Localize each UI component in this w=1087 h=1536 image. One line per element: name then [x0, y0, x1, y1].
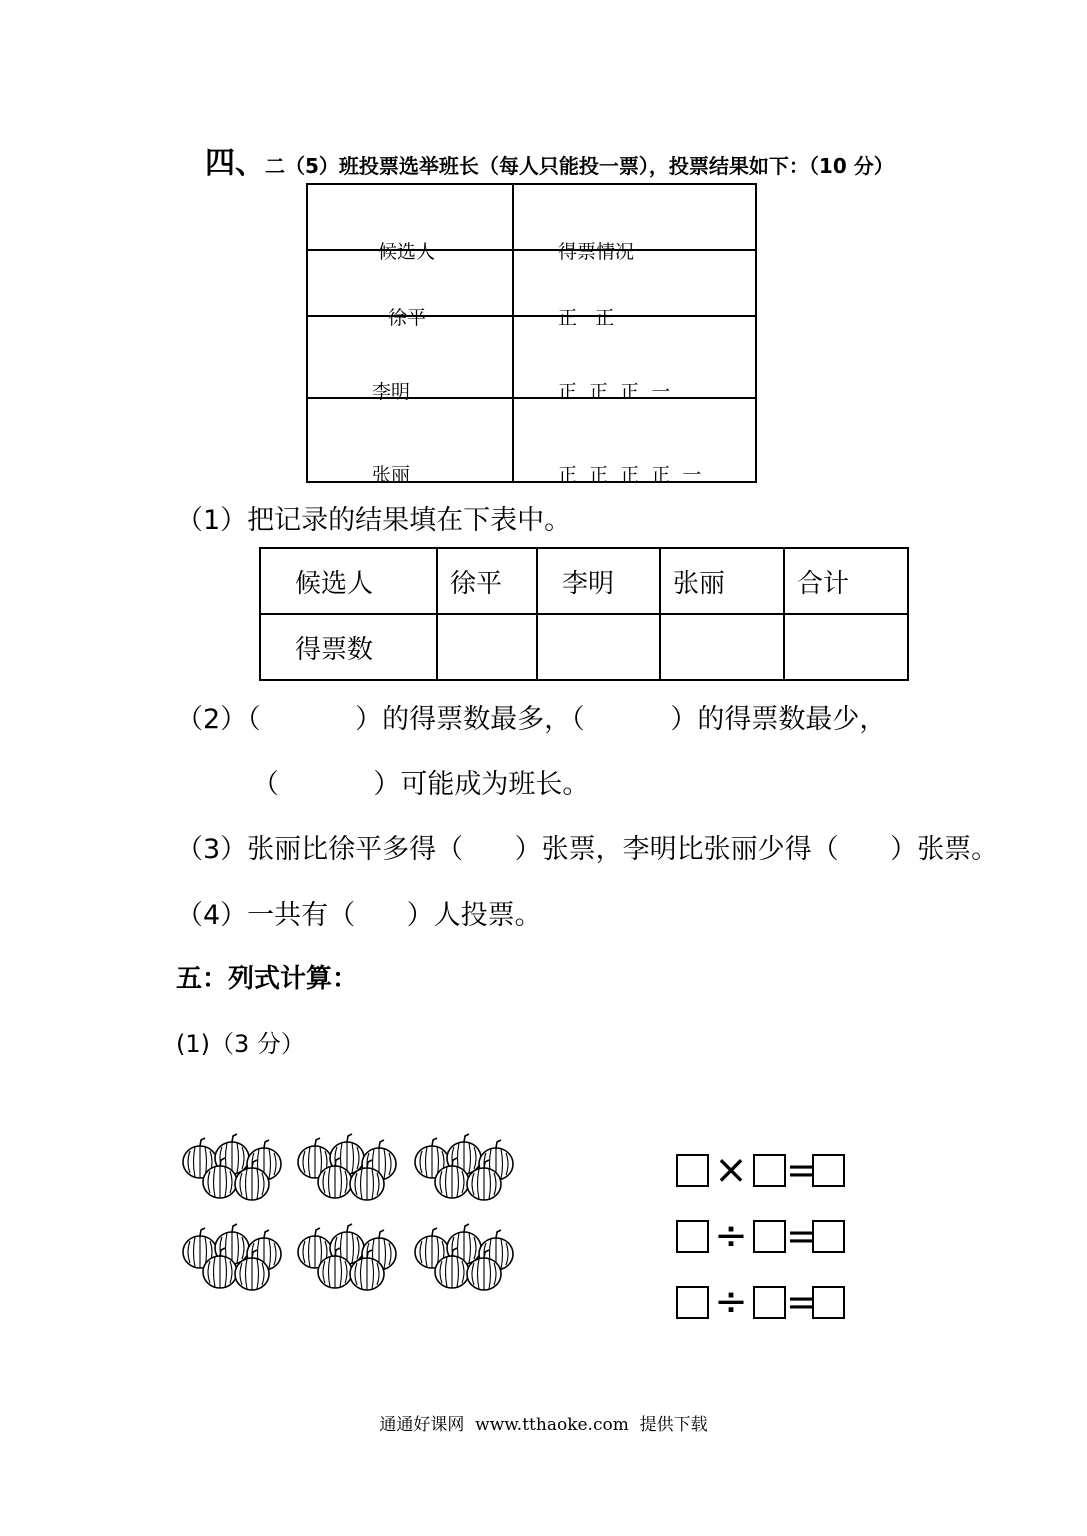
answer-cell-xuping[interactable]: [437, 614, 537, 680]
tally-row-name: 徐平: [307, 250, 513, 316]
tally-table: [306, 183, 757, 486]
answer-box[interactable]: [676, 1220, 709, 1253]
equation-divide-1: [676, 1213, 845, 1259]
answer-box[interactable]: [753, 1220, 786, 1253]
watermelon-group: [183, 1224, 281, 1290]
answer-cell-liming[interactable]: [537, 614, 660, 680]
result-header-xuping: 徐平: [437, 548, 537, 614]
multiply-sign: ×: [714, 1147, 748, 1193]
answer-box[interactable]: [753, 1154, 786, 1187]
watermelon-group: [183, 1134, 281, 1200]
section-4-text: 二（5）班投票选举班长（每人只能投一票），投票结果如下：（10 分）: [265, 154, 894, 178]
answer-box[interactable]: [676, 1286, 709, 1319]
answer-box[interactable]: [812, 1154, 845, 1187]
result-header-zhangli: 张丽: [660, 548, 784, 614]
watermelon-group: [415, 1134, 513, 1200]
equals-sign: =: [786, 1214, 818, 1258]
result-header-candidate: 候选人: [260, 548, 437, 614]
result-table: [259, 547, 909, 681]
watermelon-groups-illustration: [180, 1130, 525, 1310]
question-3: （3）张丽比徐平多得（ ）张票，李明比张丽少得（ ）张票。: [176, 834, 999, 865]
result-row-label: 得票数: [260, 614, 437, 680]
equation-divide-2: [676, 1279, 845, 1325]
tally-row-marks: 正 正 正 正 一: [513, 398, 756, 482]
tally-row-name: 张丽: [307, 398, 513, 482]
watermelon-group: [298, 1224, 396, 1290]
answer-cell-total[interactable]: [784, 614, 908, 680]
tally-header-votes: 得票情况: [513, 184, 756, 250]
divide-sign: ÷: [714, 1213, 748, 1259]
section-5-sub-1: (1)（3 分）: [176, 1030, 305, 1058]
result-header-total: 合计: [784, 548, 908, 614]
divide-sign: ÷: [714, 1279, 748, 1325]
equals-sign: =: [786, 1280, 818, 1324]
equals-sign: =: [786, 1148, 818, 1192]
footer-credit: 通通好课网 www.tthaoke.com 提供下载: [379, 1415, 708, 1435]
watermelon-group: [298, 1134, 396, 1200]
question-4: （4）一共有（ ）人投票。: [176, 900, 542, 931]
section-4-title: [205, 138, 894, 182]
answer-cell-zhangli[interactable]: [660, 614, 784, 680]
equation-multiply: [676, 1147, 845, 1193]
section-5-title: 五：列式计算：: [176, 964, 359, 994]
watermelon-group: [415, 1224, 513, 1290]
tally-row-marks: 正 正: [513, 250, 756, 316]
section-4-number: 四、: [205, 146, 265, 181]
answer-box[interactable]: [753, 1286, 786, 1319]
tally-row-name: 李明: [307, 316, 513, 398]
tally-header-candidate: 候选人: [307, 184, 513, 250]
answer-box[interactable]: [812, 1286, 845, 1319]
question-2-line-1: （2）（ ）的得票数最多，（ ）的得票数最少，: [176, 704, 887, 735]
result-header-liming: 李明: [537, 548, 660, 614]
answer-box[interactable]: [812, 1220, 845, 1253]
question-1: （1）把记录的结果填在下表中。: [176, 505, 572, 536]
tally-row-marks: 正 正 正 一: [513, 316, 756, 398]
answer-box[interactable]: [676, 1154, 709, 1187]
question-2-line-2: （ ）可能成为班长。: [252, 769, 590, 800]
